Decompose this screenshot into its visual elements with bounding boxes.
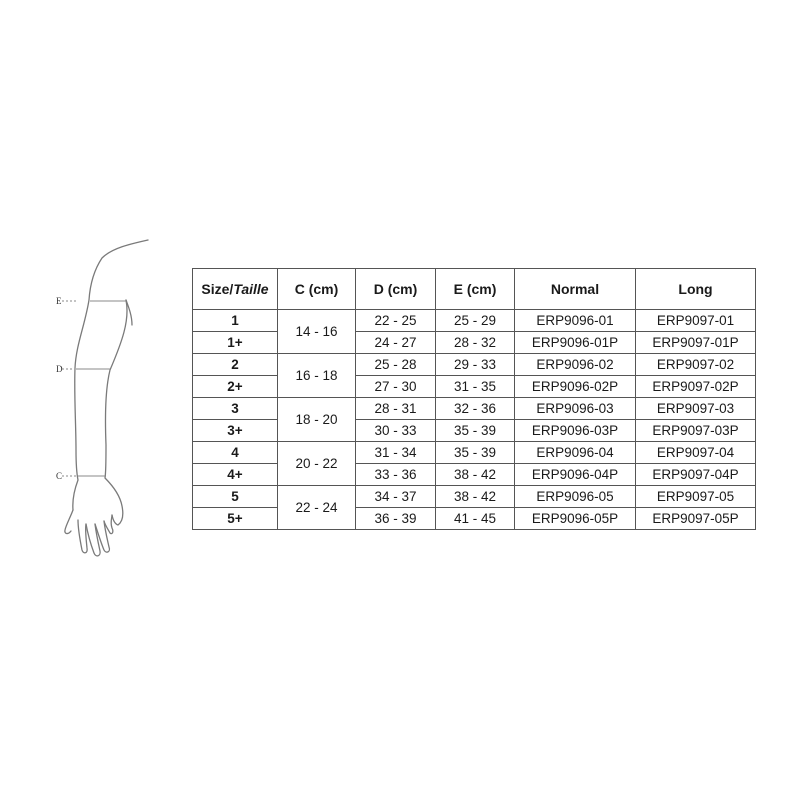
- size-chart-table: [192, 268, 756, 530]
- c-range-cell: 20 - 22: [278, 442, 356, 486]
- e-range-cell: 29 - 33: [436, 354, 515, 376]
- d-range-cell: 30 - 33: [356, 420, 436, 442]
- long-code-cell: ERP9097-05P: [636, 508, 756, 530]
- d-range-cell: 33 - 36: [356, 464, 436, 486]
- header-taille-label: Taille: [233, 281, 269, 297]
- table-row: [193, 310, 756, 332]
- normal-code-cell: ERP9096-05P: [515, 508, 636, 530]
- long-code-cell: ERP9097-03P: [636, 420, 756, 442]
- c-range-cell: 22 - 24: [278, 486, 356, 530]
- size-cell: 4: [193, 442, 278, 464]
- e-range-cell: 38 - 42: [436, 486, 515, 508]
- table-row: [193, 332, 756, 354]
- header-size-label: Size/: [201, 281, 234, 297]
- header-c: C (cm): [278, 269, 356, 310]
- size-cell: 5: [193, 486, 278, 508]
- size-cell: 3: [193, 398, 278, 420]
- normal-code-cell: ERP9096-05: [515, 486, 636, 508]
- header-normal: Normal: [515, 269, 636, 310]
- e-range-cell: 25 - 29: [436, 310, 515, 332]
- e-range-cell: 35 - 39: [436, 420, 515, 442]
- e-range-cell: 35 - 39: [436, 442, 515, 464]
- table-header-row: [193, 269, 756, 310]
- size-cell: 5+: [193, 508, 278, 530]
- normal-code-cell: ERP9096-03P: [515, 420, 636, 442]
- table-row: [193, 420, 756, 442]
- header-d: D (cm): [356, 269, 436, 310]
- c-range-cell: 14 - 16: [278, 310, 356, 354]
- normal-code-cell: ERP9096-04: [515, 442, 636, 464]
- size-cell: 3+: [193, 420, 278, 442]
- long-code-cell: ERP9097-01: [636, 310, 756, 332]
- d-range-cell: 25 - 28: [356, 354, 436, 376]
- normal-code-cell: ERP9096-01P: [515, 332, 636, 354]
- normal-code-cell: ERP9096-03: [515, 398, 636, 420]
- d-range-cell: 36 - 39: [356, 508, 436, 530]
- normal-code-cell: ERP9096-02P: [515, 376, 636, 398]
- e-range-cell: 38 - 42: [436, 464, 515, 486]
- d-range-cell: 28 - 31: [356, 398, 436, 420]
- table-row: [193, 486, 756, 508]
- d-range-cell: 31 - 34: [356, 442, 436, 464]
- d-range-cell: 24 - 27: [356, 332, 436, 354]
- normal-code-cell: ERP9096-04P: [515, 464, 636, 486]
- table-row: [193, 398, 756, 420]
- long-code-cell: ERP9097-04: [636, 442, 756, 464]
- table-row: [193, 376, 756, 398]
- measure-label-d: D: [56, 364, 63, 374]
- e-range-cell: 32 - 36: [436, 398, 515, 420]
- table-row: [193, 508, 756, 530]
- d-range-cell: 22 - 25: [356, 310, 436, 332]
- size-cell: 1: [193, 310, 278, 332]
- header-e: E (cm): [436, 269, 515, 310]
- size-cell: 4+: [193, 464, 278, 486]
- header-size: [193, 269, 278, 310]
- long-code-cell: ERP9097-03: [636, 398, 756, 420]
- c-range-cell: 18 - 20: [278, 398, 356, 442]
- long-code-cell: ERP9097-04P: [636, 464, 756, 486]
- e-range-cell: 28 - 32: [436, 332, 515, 354]
- table-row: [193, 442, 756, 464]
- normal-code-cell: ERP9096-01: [515, 310, 636, 332]
- header-long: Long: [636, 269, 756, 310]
- size-cell: 1+: [193, 332, 278, 354]
- arm-outline-illustration: [50, 230, 165, 565]
- c-range-cell: 16 - 18: [278, 354, 356, 398]
- measure-label-c: C: [56, 471, 63, 481]
- d-range-cell: 34 - 37: [356, 486, 436, 508]
- normal-code-cell: ERP9096-02: [515, 354, 636, 376]
- long-code-cell: ERP9097-05: [636, 486, 756, 508]
- table-row: [193, 464, 756, 486]
- e-range-cell: 41 - 45: [436, 508, 515, 530]
- long-code-cell: ERP9097-02: [636, 354, 756, 376]
- size-cell: 2+: [193, 376, 278, 398]
- long-code-cell: ERP9097-02P: [636, 376, 756, 398]
- table-row: [193, 354, 756, 376]
- long-code-cell: ERP9097-01P: [636, 332, 756, 354]
- measure-label-e: E: [56, 296, 62, 306]
- arm-measurement-diagram: [50, 230, 165, 565]
- size-cell: 2: [193, 354, 278, 376]
- d-range-cell: 27 - 30: [356, 376, 436, 398]
- e-range-cell: 31 - 35: [436, 376, 515, 398]
